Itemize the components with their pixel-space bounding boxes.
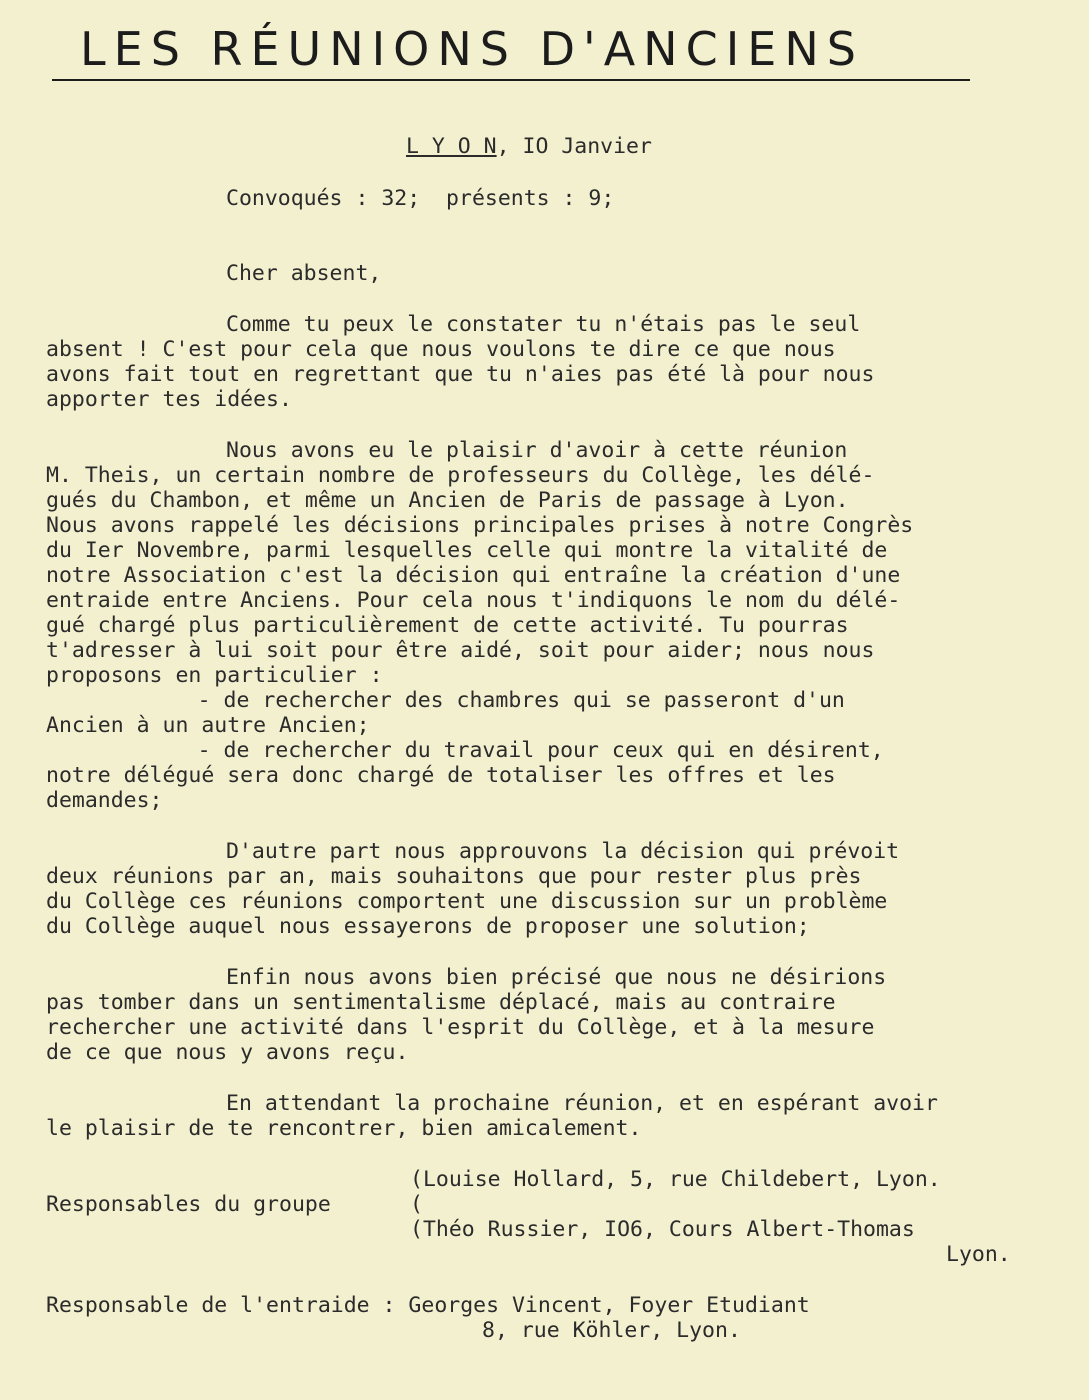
p2-line: demandes; [46, 788, 163, 813]
p1-line: apporter tes idées. [46, 387, 292, 412]
p2-line: gués du Chambon, et même un Ancien de Paris de passage à Lyon. [46, 488, 849, 513]
p2-line: notre délégué sera donc chargé de totaliser les offres et les [46, 763, 836, 788]
dateline [406, 134, 652, 159]
page-title: LES RÉUNIONS D'ANCIENS [80, 22, 864, 76]
title-underline [52, 79, 970, 81]
dateline-date: , IO Janvier [496, 134, 652, 159]
p1-line: absent ! C'est pour cela que nous voulons te dire ce que nous [46, 337, 836, 362]
p1-line: avons fait tout en regrettant que tu n'aies pas été là pour nous [46, 362, 875, 387]
p2-line: - de rechercher du travail pour ceux qui en désirent, [120, 738, 884, 763]
p2-line: entraide entre Anciens. Pour cela nous t'indiquons le nom du délé- [46, 588, 901, 613]
p2-line: Ancien à un autre Ancien; [46, 713, 370, 738]
p4-line: de ce que nous y avons reçu. [46, 1040, 409, 1065]
p2-line: du Ier Novembre, parmi lesquelles celle qui montre la vitalité de [46, 538, 888, 563]
p2-line: proposons en particulier : [46, 663, 383, 688]
entraide-line: 8, rue Köhler, Lyon. [482, 1318, 741, 1343]
p2-line: notre Association c'est la décision qui entraîne la création d'une [46, 563, 901, 588]
p1-line: Comme tu peux le constater tu n'étais pas le seul [226, 312, 861, 337]
p2-line: M. Theis, un certain nombre de professeurs du Collège, les délé- [46, 463, 875, 488]
responsable-line: (Louise Hollard, 5, rue Childebert, Lyon. [410, 1167, 941, 1192]
p4-line: rechercher une activité dans l'esprit du Collège, et à la mesure [46, 1015, 875, 1040]
p2-line: Nous avons rappelé les décisions principales prises à notre Congrès [46, 513, 914, 538]
p4-line: Enfin nous avons bien précisé que nous ne désirions [226, 965, 887, 990]
responsables-label: Responsables du groupe [46, 1192, 331, 1217]
greeting: Cher absent, [226, 261, 382, 286]
responsable-line: Lyon. [946, 1242, 1011, 1267]
p4-line: pas tomber dans un sentimentalisme déplacé, mais au contraire [46, 990, 836, 1015]
p2-line: gué chargé plus particulièrement de cette activité. Tu pourras [46, 613, 849, 638]
p3-line: deux réunions par an, mais souhaitons que pour rester plus près [46, 864, 862, 889]
p2-line: t'adresser à lui soit pour être aidé, soit pour aider; nous nous [46, 638, 875, 663]
attendance: Convoqués : 32; présents : 9; [226, 186, 615, 211]
p3-line: du Collège ces réunions comportent une discussion sur un problème [46, 889, 888, 914]
p2-line: Nous avons eu le plaisir d'avoir à cette réunion [226, 438, 848, 463]
responsable-line: ( [410, 1192, 423, 1217]
p3-line: D'autre part nous approuvons la décision qui prévoit [226, 839, 900, 864]
dateline-city: L Y O N [406, 134, 497, 159]
entraide-line: Responsable de l'entraide : Georges Vincent, Foyer Etudiant [46, 1293, 810, 1318]
responsable-line: (Théo Russier, IO6, Cours Albert-Thomas [410, 1217, 915, 1242]
p3-line: du Collège auquel nous essayerons de proposer une solution; [46, 914, 810, 939]
p5-line: En attendant la prochaine réunion, et en espérant avoir [226, 1091, 938, 1116]
p5-line: le plaisir de te rencontrer, bien amicalement. [46, 1116, 642, 1141]
p2-line: - de rechercher des chambres qui se passeront d'un [120, 688, 845, 713]
